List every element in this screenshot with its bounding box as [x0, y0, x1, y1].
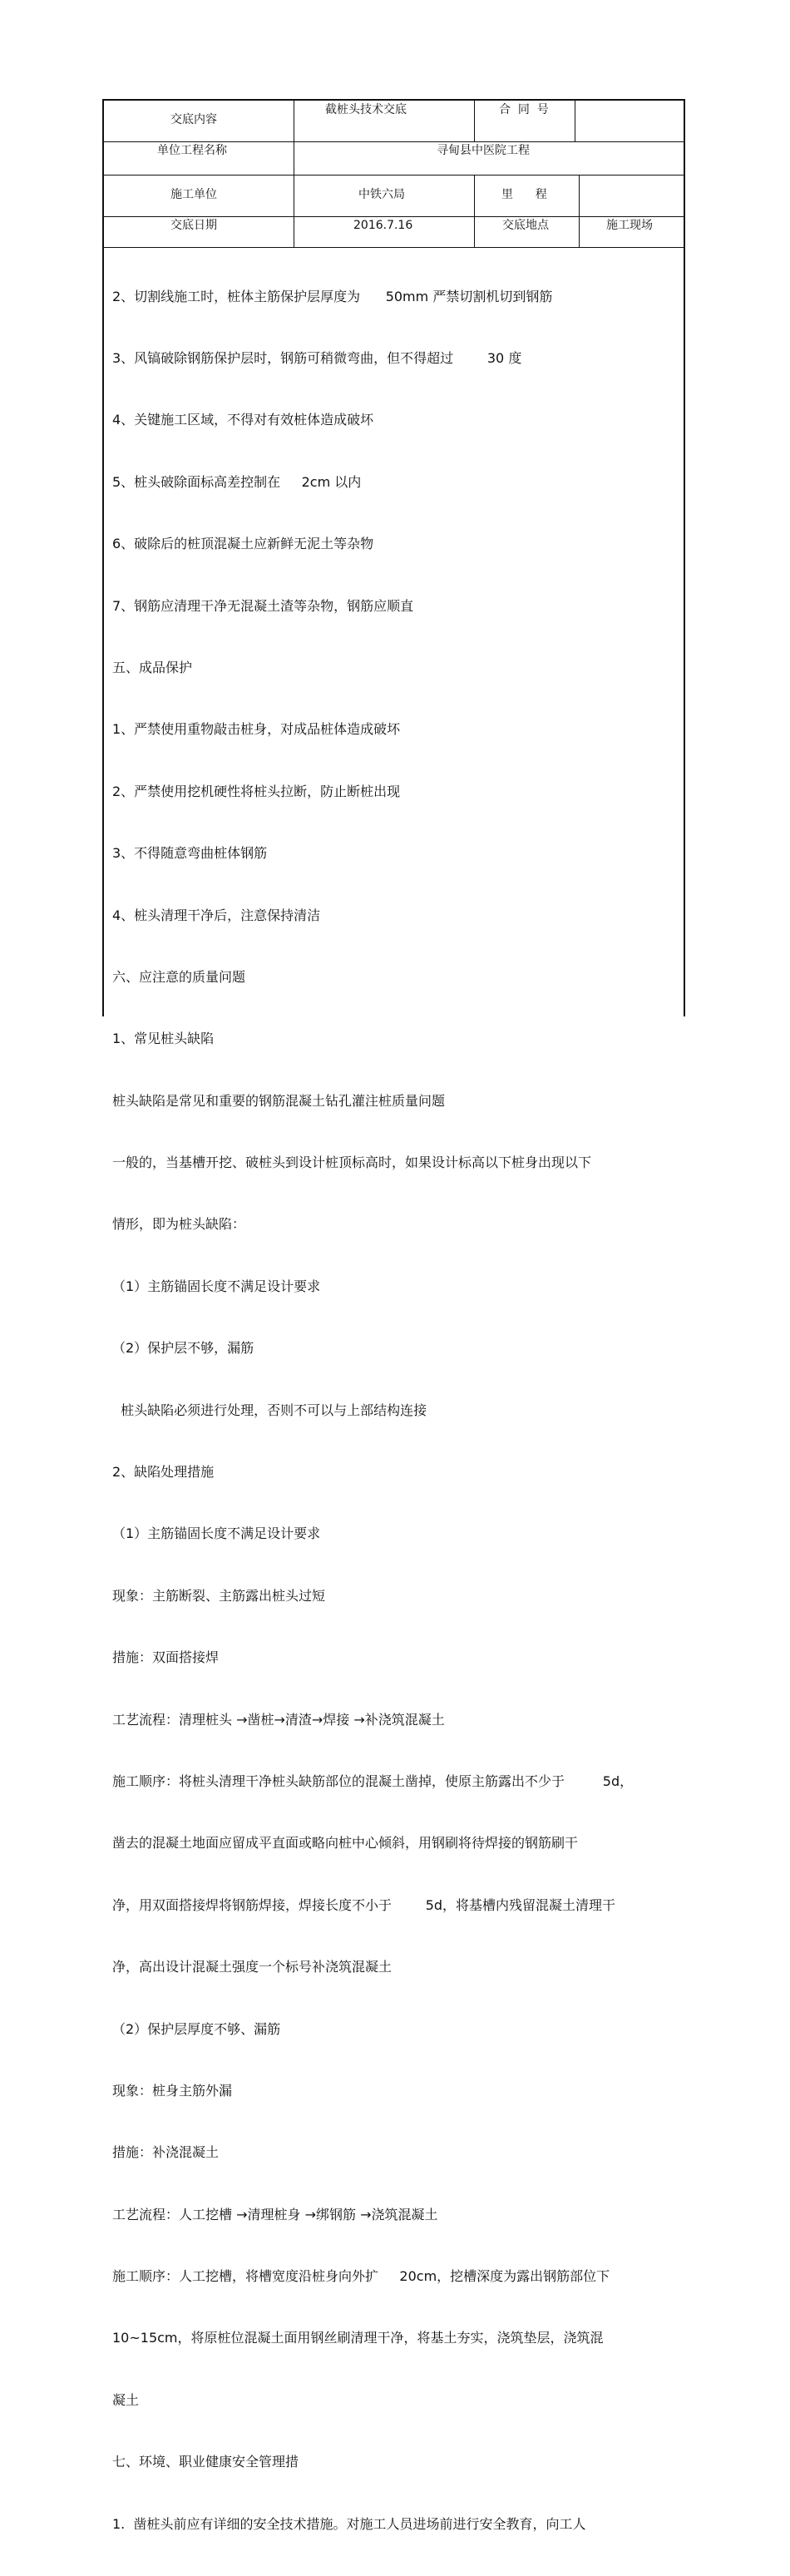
- text-line: 2、缺陷处理措施: [112, 1464, 215, 1481]
- text-line: 1. 凿桩头前应有详细的安全技术措施。对施工人员进场前进行安全教育，向工人: [112, 2515, 586, 2532]
- construction-unit-label: 施工单位: [170, 188, 217, 201]
- text-line: 凝土: [112, 2391, 140, 2408]
- column-divider: [474, 175, 475, 247]
- text-line: 2、切割线施工时，桩体主筋保护层厚度为 50mm 严禁切割机切到钢筋: [112, 288, 553, 304]
- text-line: 6、破除后的桩顶混凝土应新鲜无泥土等杂物: [112, 536, 374, 552]
- section-heading: 六、应注意的质量问题: [112, 968, 246, 985]
- text-line: 措施：双面搭接焊: [112, 1649, 220, 1666]
- text-line: 10~15cm，将原桩位混凝土面用钢丝刷清理干净，将基土夯实，浇筑垫层，浇筑混: [112, 2330, 604, 2346]
- text-line: 4、桩头清理干净后，注意保持清洁: [112, 907, 321, 923]
- text-line: 3、风镐破除钢筋保护层时，钢筋可稍微弯曲，但不得超过 30 度: [112, 349, 522, 366]
- mileage-label: 里 程: [501, 188, 547, 201]
- text-line: （1）主筋锚固长度不满足设计要求: [112, 1278, 321, 1294]
- text-line: 4、关键施工区域，不得对有效桩体造成破坏: [112, 412, 374, 428]
- disclosure-location-value: 施工现场: [606, 219, 653, 232]
- text-line: 7、钢筋应清理干净无混凝土渣等杂物，钢筋应顺直: [112, 597, 414, 614]
- contract-number-label: 合 同 号: [499, 103, 549, 116]
- text-line: 1、严禁使用重物敲击桩身，对成品桩体造成破坏: [112, 721, 401, 738]
- text-line: 工艺流程：清理桩头 →凿桩→清渣→焊接 →补浇筑混凝土: [112, 1711, 445, 1728]
- disclosure-date-label: 交底日期: [170, 219, 217, 232]
- text-line: （2）保护层不够，漏筋: [112, 1340, 254, 1357]
- text-line: 施工顺序：人工挖槽，将槽宽度沿桩身向外扩 20cm，挖槽深度为露出钢筋部位下: [112, 2268, 610, 2285]
- construction-unit-value: 中铁六局: [358, 188, 405, 201]
- unit-project-name-label: 单位工程名称: [157, 144, 227, 157]
- text-line: 桩头缺陷是常见和重要的钢筋混凝土钻孔灌注桩质量问题: [112, 1092, 446, 1109]
- disclosure-content-value: 截桩头技术交底: [325, 103, 407, 116]
- text-line: 桩头缺陷必须进行处理，否则不可以与上部结构连接: [112, 1402, 427, 1418]
- disclosure-form: [102, 99, 685, 2532]
- text-line: 现象：桩身主筋外漏: [112, 2082, 233, 2099]
- disclosure-date-value: 2016.7.16: [353, 219, 413, 232]
- text-line: 2、严禁使用挖机硬性将桩头拉断，防止断桩出现: [112, 783, 401, 799]
- text-line: 工艺流程：人工挖槽 →清理桩身 →绑钢筋 →浇筑混凝土: [112, 2206, 438, 2222]
- text-line: 3、不得随意弯曲桩体钢筋: [112, 845, 268, 862]
- text-line: （1）主筋锚固长度不满足设计要求: [112, 1525, 321, 1542]
- row-divider: [104, 216, 684, 217]
- text-line: 措施：补浇混凝土: [112, 2144, 220, 2161]
- text-line: 5、桩头破除面标高差控制在 2cm 以内: [112, 473, 362, 490]
- text-line: 净，用双面搭接焊将钢筋焊接，焊接长度不小于 5d，将基槽内残留混凝土清理干: [112, 1896, 616, 1913]
- text-line: 现象：主筋断裂、主筋露出桩头过短: [112, 1587, 326, 1604]
- text-line: 凿去的混凝土地面应留成平直面或略向桩中心倾斜，用钢刷将待焊接的钢筋刷干: [112, 1835, 579, 1852]
- disclosure-content-label: 交底内容: [170, 113, 217, 126]
- text-line: 净，高出设计混凝土强度一个标号补浇筑混凝土: [112, 1959, 393, 1975]
- text-line: 一般的，当基槽开挖、破桩头到设计桩顶标高时，如果设计标高以下桩身出现以下: [112, 1155, 592, 1171]
- row-divider: [104, 141, 684, 142]
- row-divider: [104, 175, 684, 176]
- text-line: 施工顺序：将桩头清理干净桩头缺筋部位的混凝土凿掉，使原主筋露出不少于 5d，: [112, 1773, 634, 1789]
- disclosure-body-text: [112, 245, 682, 2576]
- section-heading: 五、成品保护: [112, 659, 193, 675]
- section-heading: 七、环境、职业健康安全管理措: [112, 2454, 299, 2470]
- column-divider: [474, 101, 475, 141]
- text-line: 1、常见桩头缺陷: [112, 1031, 215, 1047]
- text-line: 情形，即为桩头缺陷：: [112, 1216, 246, 1233]
- unit-project-name-value: 寻甸县中医院工程: [437, 144, 530, 157]
- disclosure-location-label: 交底地点: [502, 219, 549, 232]
- text-line: （2）保护层厚度不够、漏筋: [112, 2020, 281, 2037]
- column-divider: [579, 175, 580, 247]
